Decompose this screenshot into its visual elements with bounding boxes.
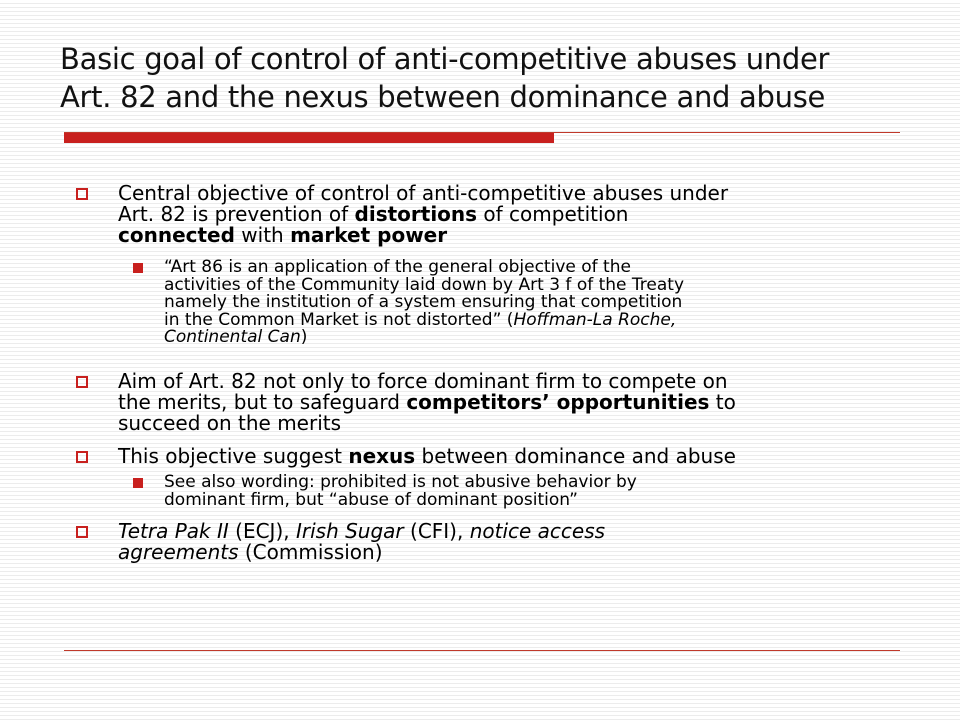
sub-bullet-item bbox=[164, 474, 884, 509]
text-run: Art. 82 is prevention of bbox=[118, 202, 355, 226]
text-line bbox=[164, 489, 884, 510]
filled-square-bullet-icon bbox=[133, 478, 143, 488]
text-run: between dominance and abuse bbox=[415, 444, 736, 468]
text-line bbox=[164, 329, 884, 347]
text-run: in the Common Market is not distorted” ( bbox=[164, 309, 514, 330]
text-line bbox=[118, 225, 898, 246]
text-run: Central objective of control of anti-competitive abuses under bbox=[118, 181, 729, 205]
slide-title-line: Basic goal of control of anti-competitive abuses under bbox=[60, 42, 830, 76]
italic-text: Irish Sugar bbox=[295, 519, 404, 543]
bold-text: market power bbox=[290, 223, 448, 247]
text-line bbox=[118, 392, 898, 413]
bold-text: competitors’ opportunities bbox=[406, 390, 710, 414]
footer-rule bbox=[64, 650, 900, 651]
italic-text: Tetra Pak II bbox=[118, 519, 229, 543]
text-line bbox=[118, 371, 898, 392]
bullet-item bbox=[118, 446, 898, 467]
hollow-square-bullet-icon bbox=[76, 451, 88, 463]
text-line bbox=[118, 521, 898, 542]
text-line bbox=[118, 446, 898, 467]
italic-text: notice access bbox=[469, 519, 606, 543]
bold-text: nexus bbox=[348, 444, 416, 468]
text-run: the merits, but to safeguard bbox=[118, 390, 407, 414]
text-run: (CFI), bbox=[403, 519, 470, 543]
bullet-item bbox=[118, 371, 898, 434]
bold-text: distortions bbox=[354, 202, 478, 226]
text-run: succeed on the merits bbox=[118, 411, 342, 435]
sub-bullet-item bbox=[164, 259, 884, 347]
text-run: dominant firm, but “abuse of dominant position” bbox=[164, 489, 578, 510]
text-run: namely the institution of a system ensuring that competition bbox=[164, 292, 683, 312]
filled-square-bullet-icon bbox=[133, 263, 143, 273]
bullet-item bbox=[118, 183, 898, 246]
hollow-square-bullet-icon bbox=[76, 376, 88, 388]
bullet-item bbox=[118, 521, 898, 563]
text-run: See also wording: prohibited is not abusive behavior by bbox=[164, 472, 637, 492]
text-run: Aim of Art. 82 not only to force dominant firm to compete on bbox=[118, 369, 728, 393]
text-run: of competition bbox=[477, 202, 629, 226]
text-line bbox=[118, 413, 898, 434]
hollow-square-bullet-icon bbox=[76, 188, 88, 200]
text-run: (Commission) bbox=[238, 540, 383, 564]
text-line bbox=[118, 542, 898, 563]
text-line bbox=[118, 183, 898, 204]
text-run: (ECJ), bbox=[228, 519, 296, 543]
text-run: This objective suggest bbox=[118, 444, 349, 468]
bold-text: connected bbox=[118, 223, 235, 247]
italic-text: agreements bbox=[118, 540, 239, 564]
text-run: to bbox=[709, 390, 736, 414]
italic-text: Hoffman-La Roche, bbox=[513, 309, 677, 330]
text-run: activities of the Community laid down by Art 3 f of the Treaty bbox=[164, 274, 685, 295]
text-line bbox=[118, 204, 898, 225]
slide-title-line: Art. 82 and the nexus between dominance and abuse bbox=[60, 80, 826, 114]
italic-text: Continental Can bbox=[164, 327, 301, 347]
hollow-square-bullet-icon bbox=[76, 526, 88, 538]
text-run: with bbox=[234, 223, 291, 247]
text-run: ) bbox=[300, 327, 308, 347]
text-run: “Art 86 is an application of the general objective of the bbox=[164, 257, 631, 277]
